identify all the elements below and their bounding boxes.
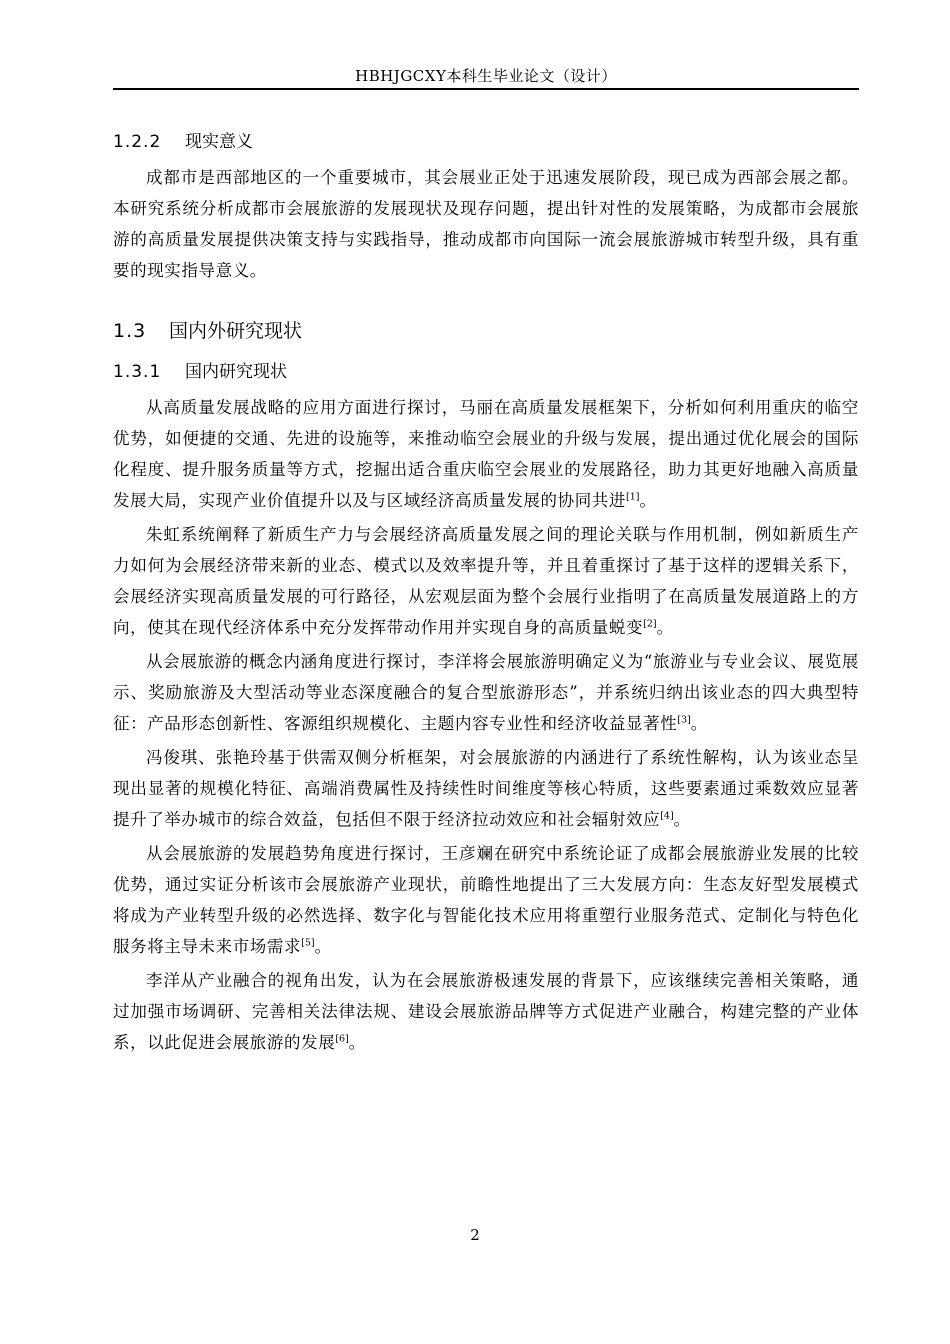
paragraph-tail: 。 xyxy=(348,1033,366,1052)
section-title: 国内研究现状 xyxy=(185,362,287,382)
citation-ref: [5] xyxy=(301,937,315,949)
citation-ref: [6] xyxy=(335,1033,349,1045)
page-number: 2 xyxy=(470,1226,480,1244)
section-number: 1.3.1 xyxy=(113,362,162,382)
paragraph-tail: 。 xyxy=(639,491,657,510)
paragraph-text: 从高质量发展战略的应用方面进行探讨，马丽在高质量发展框架下，分析如何利用重庆的临空优势，如便捷的交通、先进的设施等，来推动临空会展业的升级与发展，提出通过优化展会的国际化程度、提升服务质量等方式，挖掘出适合重庆临空会展业的发展路径，助力其更好地融入高质量发展大局，实现产业价值提升以及与区域经济高质量发展的协同共进 xyxy=(113,398,859,510)
paragraph-ma-li xyxy=(113,392,859,516)
paragraph-li-yang-concept xyxy=(113,646,859,739)
paragraph-tail: 。 xyxy=(314,937,332,956)
section-heading-1-2-2 xyxy=(113,126,859,158)
paragraph-text: 成都市是西部地区的一个重要城市，其会展业正处于迅速发展阶段，现已成为西部会展之都。本研究系统分析成都市会展旅游的发展现状及现存问题，提出针对性的发展策略，为成都市会展旅游的高质量发展提供决策支持与实践指导，推动成都市向国际一流会展旅游城市转型升级，具有重要的现实指导意义。 xyxy=(113,168,859,280)
paragraph-wang-yanlan xyxy=(113,838,859,962)
citation-ref: [2] xyxy=(643,618,657,630)
paragraph-tail: 。 xyxy=(673,810,691,829)
paragraph-zhu-hong xyxy=(113,519,859,643)
section-heading-1-3-1 xyxy=(113,356,859,388)
citation-ref: [4] xyxy=(660,810,674,822)
paragraph-tail: 。 xyxy=(690,714,708,733)
section-number: 1.3 xyxy=(113,320,147,342)
paragraph-text: 从会展旅游的概念内涵角度进行探讨，李洋将会展旅游明确定义为“旅游业与专业会议、展览展示、奖励旅游及大型活动等业态深度融合的复合型旅游形态”，并系统归纳出该业态的四大典型特征：产品形态创新性、客源组织规模化、主题内容专业性和经济收益显著性 xyxy=(113,652,859,733)
section-number: 1.2.2 xyxy=(113,132,162,152)
running-header: HBHJGCXY本科生毕业论文（设计） xyxy=(355,67,617,85)
paragraph-practical-significance xyxy=(113,162,859,286)
paragraph-text: 冯俊琪、张艳玲基于供需双侧分析框架，对会展旅游的内涵进行了系统性解构，认为该业态呈现出显著的规模化特征、高端消费属性及持续性时间维度等核心特质，这些要素通过乘数效应显著提升了举办城市的综合效益，包括但不限于经济拉动效应和社会辐射效应 xyxy=(113,748,859,829)
section-heading-1-3 xyxy=(113,314,859,348)
paragraph-text: 朱虹系统阐释了新质生产力与会展经济高质量发展之间的理论关联与作用机制，例如新质生产力如何为会展经济带来新的业态、模式以及效率提升等，并且着重探讨了基于这样的逻辑关系下，会展经济实现高质量发展的可行路径，从宏观层面为整个会展行业指明了在高质量发展道路上的方向，使其在现代经济体系中充分发挥带动作用并实现自身的高质量蜕变 xyxy=(113,525,859,637)
section-title: 现实意义 xyxy=(185,132,253,152)
paragraph-feng-zhang xyxy=(113,742,859,835)
citation-ref: [1] xyxy=(626,491,640,503)
paragraph-text: 从会展旅游的发展趋势角度进行探讨，王彦斓在研究中系统论证了成都会展旅游业发展的比较优势，通过实证分析该市会展旅游产业现状，前瞻性地提出了三大发展方向：生态友好型发展模式将成为产业转型升级的必然选择、数字化与智能化技术应用将重塑行业服务范式、定制化与特色化服务将主导未来市场需求 xyxy=(113,844,859,956)
header-rule xyxy=(113,88,859,90)
paragraph-li-yang-integration xyxy=(113,965,859,1058)
section-title: 国内外研究现状 xyxy=(169,320,303,342)
paragraph-text: 李洋从产业融合的视角出发，认为在会展旅游极速发展的背景下，应该继续完善相关策略，通过加强市场调研、完善相关法律法规、建设会展旅游品牌等方式促进产业融合，构建完整的产业体系，以此促进会展旅游的发展 xyxy=(113,971,859,1052)
citation-ref: [3] xyxy=(677,714,691,726)
paragraph-tail: 。 xyxy=(656,618,674,637)
page-content xyxy=(113,126,859,1061)
